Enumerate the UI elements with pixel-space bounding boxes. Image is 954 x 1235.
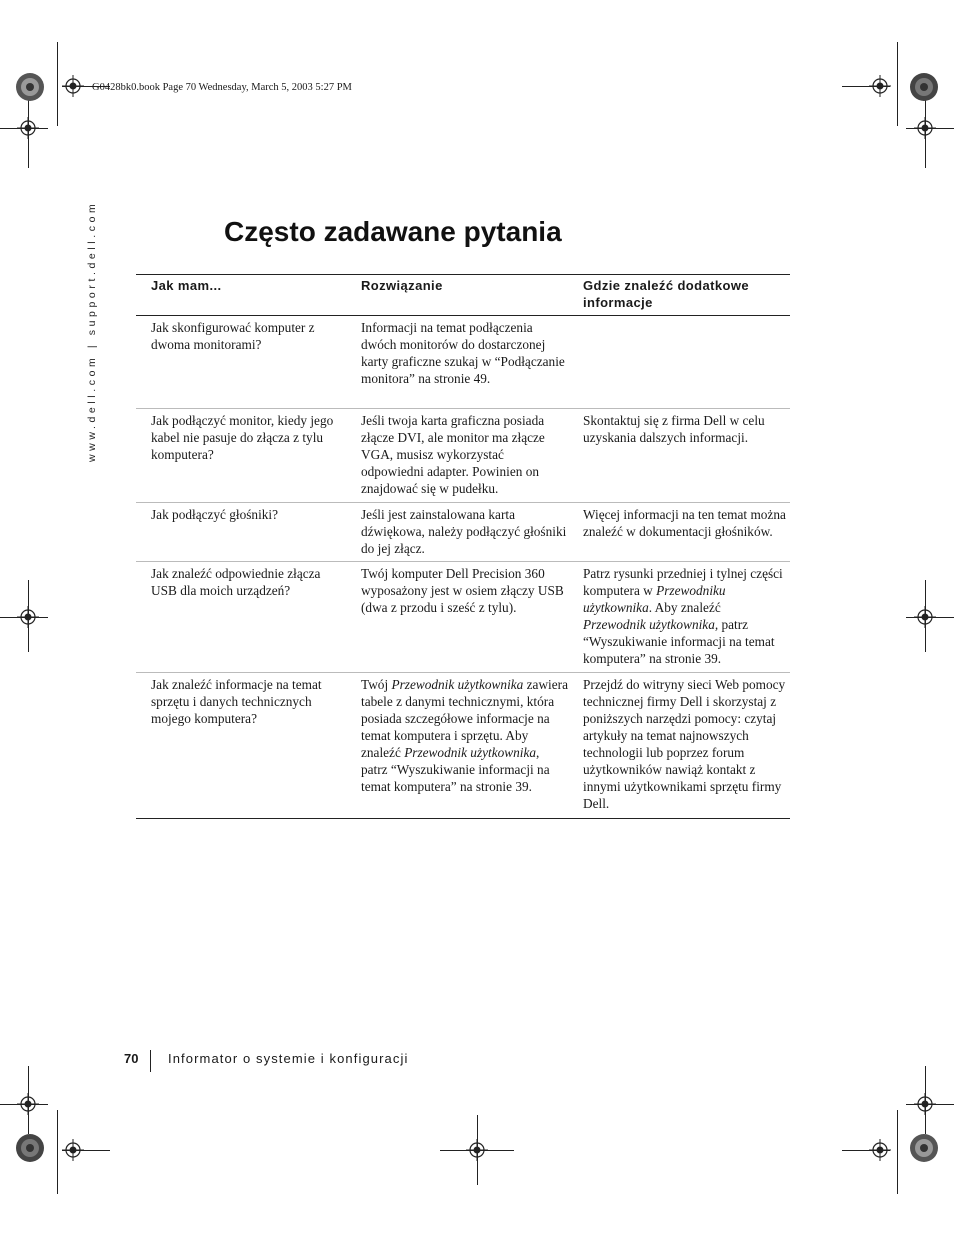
crop-mark [897, 42, 898, 126]
guide-title-italic: Przewodniku użytkownika [583, 583, 726, 615]
more-info-cell [568, 316, 790, 408]
crop-mark [57, 42, 58, 126]
column-header-solution: Rozwiązanie [361, 278, 443, 293]
registration-target-icon [914, 1093, 936, 1115]
column-header-question: Jak mam... [151, 278, 222, 293]
registration-target-icon [17, 117, 39, 139]
registration-target-icon [62, 1139, 84, 1161]
solution-cell: Jeśli twoja karta graficzna posiada złącze DVI, ale monitor ma złącze VGA, musisz wykorzystać odpowiedni adapter. Powinien on znajdować się w pudełku. [361, 413, 545, 496]
more-info-text: Patrz rysunki przedniej i tylnej części komputera w [583, 566, 783, 598]
solution-text: , patrz “Wyszukiwanie informacji na temat komputera” na stronie 39. [361, 745, 550, 794]
page-number: 70 [124, 1051, 139, 1066]
solution-cell: Twój komputer Dell Precision 360 wyposażony jest w osiem złączy USB (dwa z przodu i sześć z tylu). [361, 566, 564, 615]
table-row [136, 673, 790, 819]
footer-divider [150, 1050, 151, 1072]
solution-text: Twój [361, 677, 392, 692]
more-info-text: . Aby znaleźć [648, 600, 721, 615]
page-title: Często zadawane pytania [224, 216, 562, 247]
guide-title-italic: Przewodnik użytkownika, [583, 617, 719, 632]
starburst-mark-icon [15, 72, 45, 102]
solution-cell [346, 673, 568, 818]
more-info-cell: Przejdź do witryny sieci Web pomocy technicznej firmy Dell i skorzystaj z poniższych narzędzi pomocy: czytaj artykuły na temat najnowszych technologii lub poprzez forum użytkowników nawiąż kontakt z innymi użytkownikami sprzętu firmy Dell. [583, 677, 786, 811]
solution-text: zawiera tabele z danymi technicznymi, która posiada szczegółowe informacje na temat komputera i sprzętu. Aby znaleźć [361, 677, 568, 760]
question-cell: Jak znaleźć informacje na temat sprzętu i danych technicznych mojego komputera? [151, 677, 322, 726]
more-info-cell: Skontaktuj się z firma Dell w celu uzyskania dalszych informacji. [583, 413, 765, 445]
column-header-more-info: Gdzie znaleźć dodatkowe informacje [583, 278, 749, 310]
starburst-mark-icon [15, 1133, 45, 1163]
side-url: www.dell.com | support.dell.com [86, 200, 98, 462]
faq-table [136, 274, 790, 819]
table-header [136, 274, 790, 316]
table-row [136, 316, 790, 409]
more-info-text: patrz “Wyszukiwanie informacji na temat komputera” na stronie 39. [583, 617, 775, 666]
print-header: G0428bk0.book Page 70 Wednesday, March 5, 2003 5:27 PM [92, 82, 352, 93]
chapter-title: Informator o systemie i konfiguracji [168, 1051, 409, 1066]
question-cell: Jak podłączyć monitor, kiedy jego kabel nie pasuje do złącza z tylu komputera? [151, 413, 334, 462]
registration-target-icon [466, 1139, 488, 1161]
guide-title-italic: Przewodnik użytkownika [404, 745, 537, 760]
table-row [136, 562, 790, 673]
registration-target-icon [17, 606, 39, 628]
table-row [136, 409, 790, 503]
table-row [136, 503, 790, 562]
question-cell: Jak skonfigurować komputer z dwoma monitorami? [151, 320, 315, 352]
registration-target-icon [914, 117, 936, 139]
registration-target-icon [62, 75, 84, 97]
guide-title-italic: Przewodnik użytkownika [391, 677, 524, 692]
solution-cell: Jeśli jest zainstalowana karta dźwiękowa, należy podłączyć głośniki do jej złącz. [361, 507, 567, 556]
solution-cell: Informacji na temat podłączenia dwóch monitorów do dostarczonej karty graficzne szukaj w “Podłączanie monitora” na stronie 49. [361, 320, 565, 386]
more-info-cell [568, 562, 790, 672]
more-info-cell: Więcej informacji na ten temat można znaleźć w dokumentacji głośników. [583, 507, 786, 539]
starburst-mark-icon [909, 72, 939, 102]
starburst-mark-icon [909, 1133, 939, 1163]
registration-target-icon [869, 75, 891, 97]
crop-mark [57, 1110, 58, 1194]
registration-target-icon [869, 1139, 891, 1161]
question-cell: Jak podłączyć głośniki? [151, 507, 279, 522]
crop-mark [897, 1110, 898, 1194]
registration-target-icon [17, 1093, 39, 1115]
registration-target-icon [914, 606, 936, 628]
question-cell: Jak znaleźć odpowiednie złącza USB dla moich urządzeń? [151, 566, 321, 598]
